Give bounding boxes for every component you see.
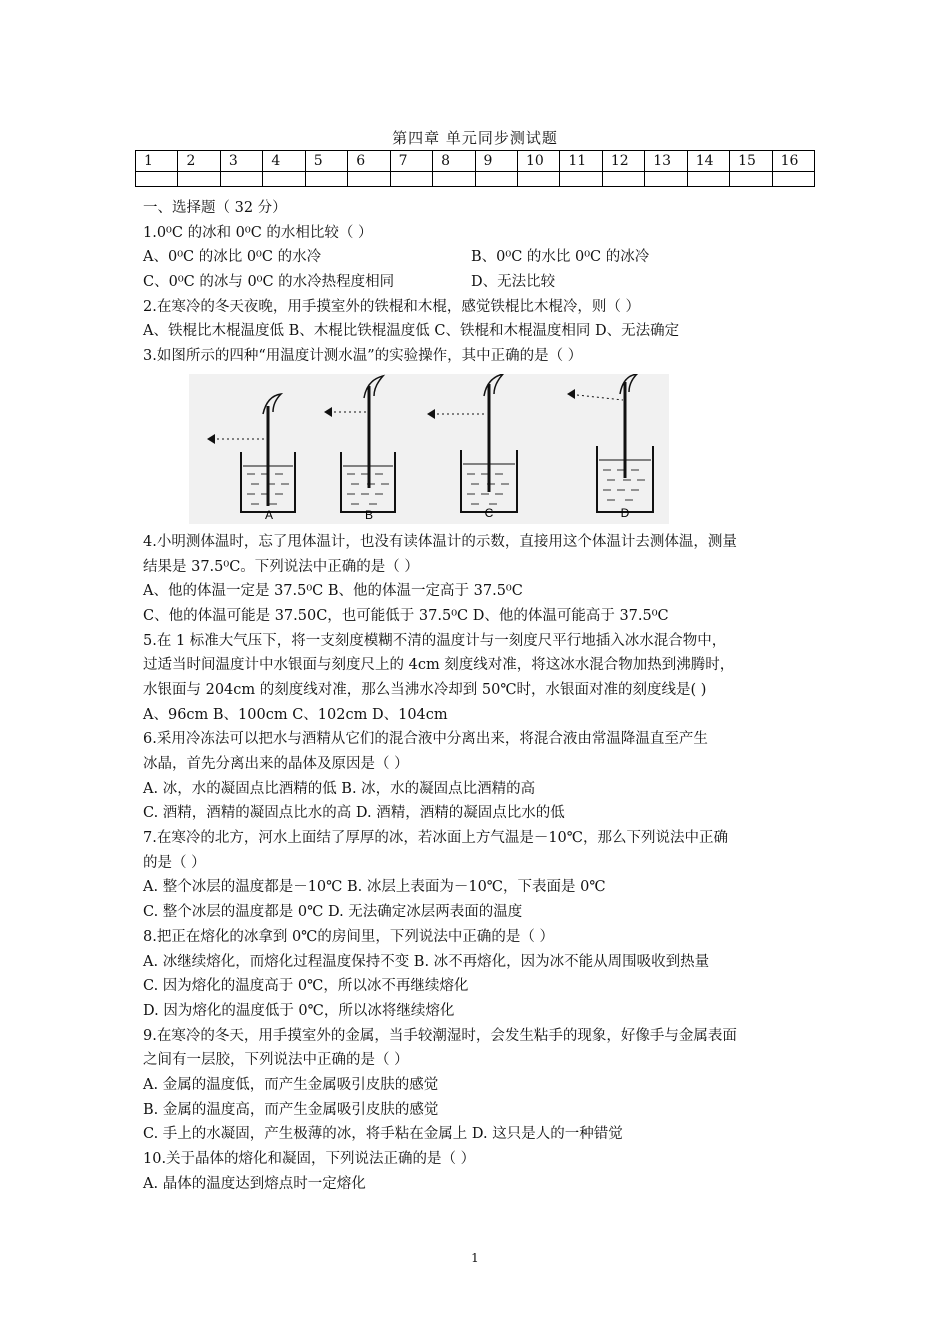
question-8-option-c: C. 因为熔化的温度高于 0℃，所以冰不再继续熔化 bbox=[143, 978, 469, 995]
question-4-line-2: 结果是 37.5⁰C。下列说法中正确的是（ ） bbox=[143, 558, 419, 575]
answer-number: 5 bbox=[305, 151, 347, 172]
question-6-options-ab: A. 冰，水的凝固点比酒精的低 B. 冰，水的凝固点比酒精的高 bbox=[143, 780, 536, 797]
question-7-line-2: 的是（ ） bbox=[143, 854, 206, 871]
answer-number: 10 bbox=[517, 151, 559, 172]
answer-cell[interactable] bbox=[517, 172, 559, 187]
answer-cell[interactable] bbox=[645, 172, 687, 187]
thermometer-figure-svg bbox=[189, 374, 669, 524]
question-6-line-2: 冰晶，首先分离出来的晶体及原因是（ ） bbox=[143, 756, 409, 772]
question-body bbox=[143, 196, 815, 1196]
question-8: 8.把正在熔化的冰拿到 0℃的房间里，下列说法中正确的是（ ） bbox=[143, 928, 554, 945]
question-1-options-ab bbox=[143, 245, 815, 270]
answer-number: 12 bbox=[602, 151, 644, 172]
question-7-options-ab: A. 整个冰层的温度都是－10℃ B. 冰层上表面为－10℃，下表面是 0℃ bbox=[143, 879, 606, 896]
answer-number: 13 bbox=[645, 151, 687, 172]
answer-cell[interactable] bbox=[178, 172, 220, 187]
question-5-line-2: 过适当时间温度计中水银面与刻度尺上的 4cm 刻度线对准，将这冰水混合物加热到沸腾时， bbox=[143, 657, 735, 674]
question-7-options-cd: C. 整个冰层的温度都是 0℃ D. 无法确定冰层两表面的温度 bbox=[143, 904, 523, 921]
question-10-option-a: A. 晶体的温度达到熔点时一定熔化 bbox=[143, 1175, 366, 1192]
question-6-line-1: 6.采用冷冻法可以把水与酒精从它们的混合液中分离出来，将混合液由常温降温直至产生 bbox=[143, 731, 708, 748]
question-7-line-1: 7.在寒冷的北方，河水上面结了厚厚的冰，若冰面上方气温是－10℃，那么下列说法中正确 bbox=[143, 830, 729, 847]
question-9-line-1: 9.在寒冷的冬天，用手摸室外的金属，当手较潮湿时，会发生粘手的现象，好像手与金属表面 bbox=[143, 1027, 737, 1044]
question-10: 10.关于晶体的熔化和凝固，下列说法正确的是（ ） bbox=[143, 1151, 476, 1167]
question-9-line-2: 之间有一层胶，下列说法中正确的是（ ） bbox=[143, 1052, 409, 1069]
question-9-option-b: B. 金属的温度高，而产生金属吸引皮肤的感觉 bbox=[143, 1101, 439, 1118]
answer-cell[interactable] bbox=[390, 172, 432, 187]
answer-cell[interactable] bbox=[475, 172, 517, 187]
thermometer-figure bbox=[189, 374, 669, 524]
answer-cell[interactable] bbox=[560, 172, 602, 187]
answer-number: 11 bbox=[560, 151, 602, 172]
answer-cell[interactable] bbox=[772, 172, 814, 187]
answer-cell[interactable] bbox=[730, 172, 772, 187]
question-1: 1.0⁰C 的冰和 0⁰C 的水相比较（ ） bbox=[143, 224, 373, 241]
answer-cell[interactable] bbox=[220, 172, 262, 187]
answer-number: 2 bbox=[178, 151, 220, 172]
answer-number: 8 bbox=[433, 151, 475, 172]
question-5-line-3: 水银面与 204cm 的刻度线对准，那么当沸水冷却到 50℃时，水银面对准的刻度线是( ) bbox=[143, 681, 707, 698]
figure-label-b: B bbox=[364, 507, 374, 522]
question-2-options: A、铁棍比木棍温度低 B、木棍比铁棍温度低 C、铁棍和木棍温度相同 D、无法确定 bbox=[143, 323, 680, 340]
answer-number: 6 bbox=[348, 151, 390, 172]
answer-number: 9 bbox=[475, 151, 517, 172]
question-5-options: A、96cm B、100cm C、102cm D、104cm bbox=[143, 706, 448, 723]
answer-number: 14 bbox=[687, 151, 729, 172]
section-heading: 一、选择题（ 32 分） bbox=[143, 200, 287, 216]
question-9-options-cd: C. 手上的水凝固，产生极薄的冰，将手粘在金属上 D. 这只是人的一种错觉 bbox=[143, 1126, 623, 1143]
option-c: C、0⁰C 的冰与 0⁰C 的水冷热程度相同 bbox=[143, 274, 395, 291]
question-1-options-cd bbox=[143, 270, 815, 295]
question-3: 3.如图所示的四种“用温度计测水温”的实验操作，其中正确的是（ ） bbox=[143, 348, 583, 365]
answer-table bbox=[135, 150, 815, 187]
figure-label-c: C bbox=[484, 505, 494, 520]
question-8-option-d: D. 因为熔化的温度低于 0℃，所以冰将继续熔化 bbox=[143, 1002, 455, 1019]
question-4-options-cd: C、他的体温可能是 37.50C，也可能低于 37.5⁰C D、他的体温可能高于 37.5⁰C bbox=[143, 607, 669, 624]
answer-number: 7 bbox=[390, 151, 432, 172]
answer-number: 4 bbox=[263, 151, 305, 172]
answer-cell[interactable] bbox=[136, 172, 178, 187]
option-b: B、0⁰C 的水比 0⁰C 的冰冷 bbox=[471, 249, 650, 266]
answer-cell[interactable] bbox=[602, 172, 644, 187]
question-9-option-a: A. 金属的温度低，而产生金属吸引皮肤的感觉 bbox=[143, 1076, 439, 1093]
question-4-line-1: 4.小明测体温时，忘了甩体温计，也没有读体温计的示数，直接用这个体温计去测体温，测量 bbox=[143, 533, 737, 550]
answer-blank-row bbox=[136, 172, 815, 187]
answer-cell[interactable] bbox=[433, 172, 475, 187]
figure-label-a: A bbox=[264, 507, 274, 522]
option-d: D、无法比较 bbox=[471, 274, 556, 291]
question-8-options-ab: A. 冰继续熔化，而熔化过程温度保持不变 B. 冰不再熔化，因为冰不能从周围吸收到热量 bbox=[143, 953, 710, 970]
question-6-options-cd: C. 酒精，酒精的凝固点比水的高 D. 酒精，酒精的凝固点比水的低 bbox=[143, 805, 565, 822]
question-4-options-ab: A、他的体温一定是 37.5⁰C B、他的体温一定高于 37.5⁰C bbox=[143, 583, 523, 600]
answer-cell[interactable] bbox=[348, 172, 390, 187]
option-a: A、0⁰C 的冰比 0⁰C 的水冷 bbox=[143, 249, 322, 266]
answer-number: 15 bbox=[730, 151, 772, 172]
question-2: 2.在寒冷的冬天夜晚，用手摸室外的铁棍和木棍，感觉铁棍比木棍冷，则（ ） bbox=[143, 298, 640, 315]
question-5-line-1: 5.在 1 标准大气压下，将一支刻度模糊不清的温度计与一刻度尺平行地插入冰水混合物中， bbox=[143, 632, 727, 649]
answer-cell[interactable] bbox=[687, 172, 729, 187]
page-title: 第四章 单元同步测试题 bbox=[392, 129, 558, 147]
answer-number-row bbox=[136, 151, 815, 172]
answer-cell[interactable] bbox=[263, 172, 305, 187]
answer-number: 3 bbox=[220, 151, 262, 172]
answer-number: 1 bbox=[136, 151, 178, 172]
page-number: 1 bbox=[471, 1251, 479, 1265]
answer-number: 16 bbox=[772, 151, 814, 172]
figure-label-d: D bbox=[620, 505, 630, 520]
answer-cell[interactable] bbox=[305, 172, 347, 187]
